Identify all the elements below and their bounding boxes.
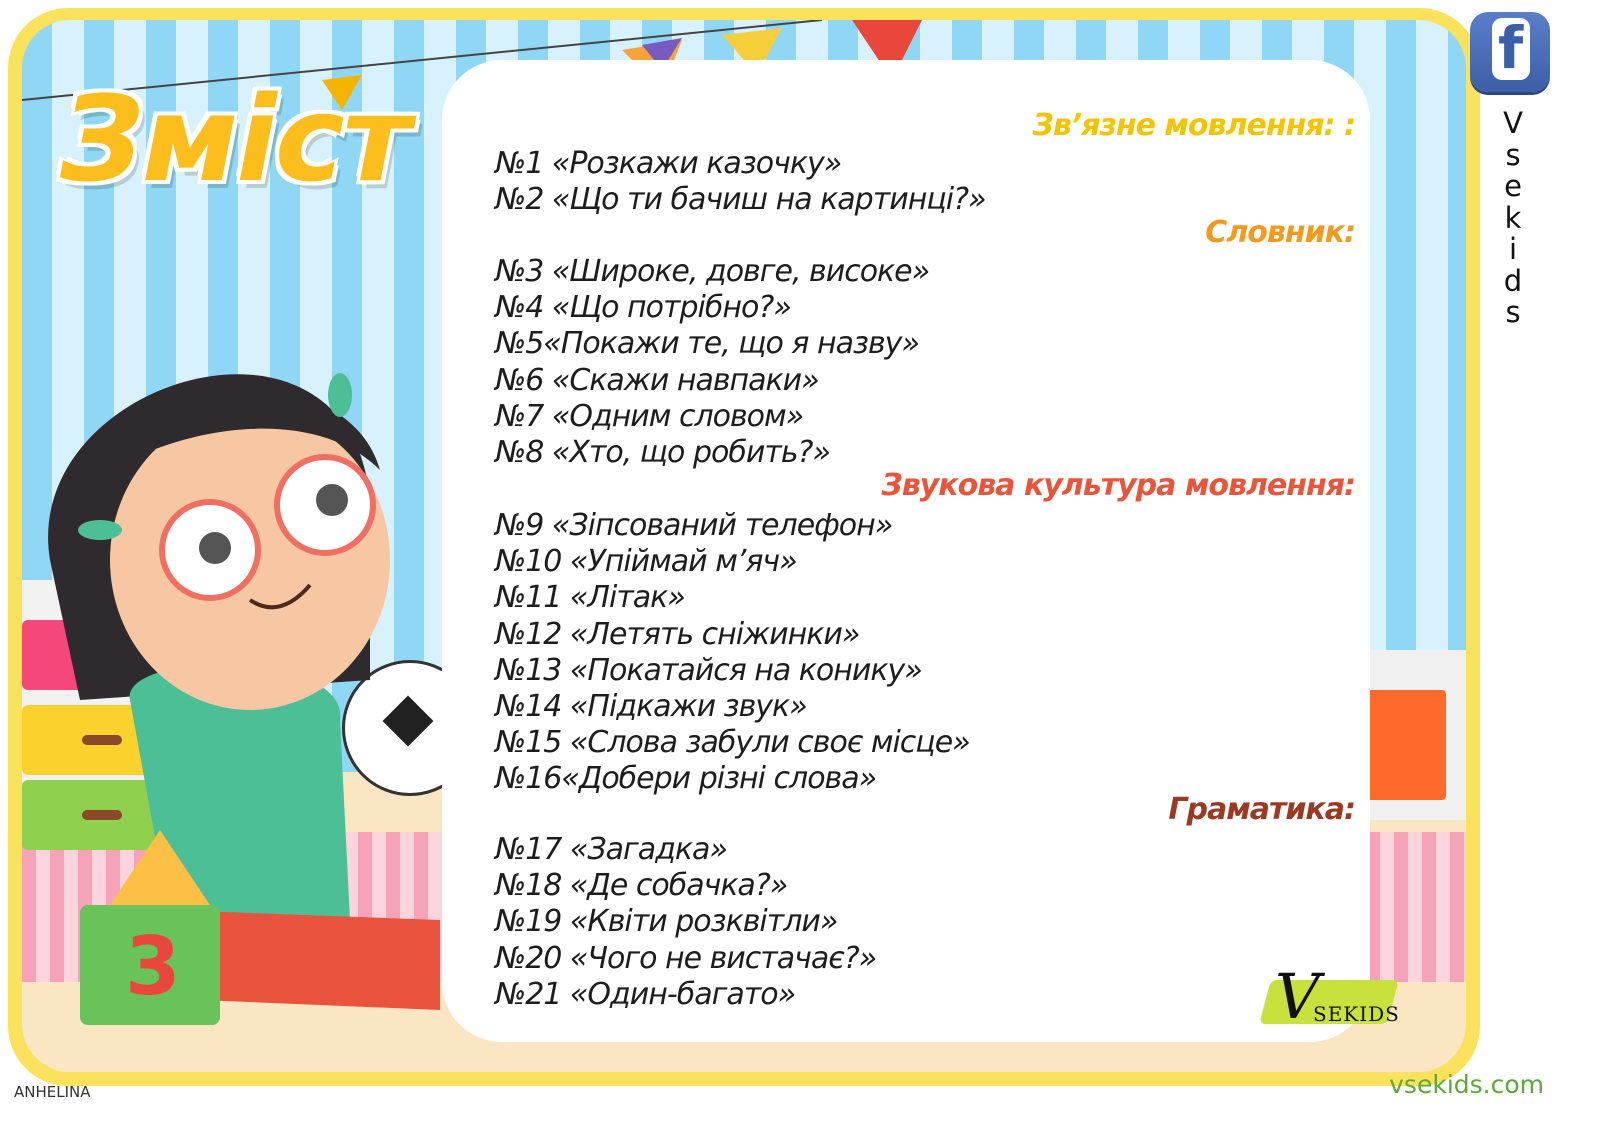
contents-item: №9 «Зіпсований телефон»: [495, 508, 893, 543]
page-title: Зміст: [60, 70, 410, 208]
side-letter: e: [1504, 169, 1522, 203]
contents-item: №4 «Що потрібно?»: [495, 290, 791, 326]
contents-item: №8 «Хто, що робить?»: [495, 435, 830, 470]
contents-item: №5«Покажи те, що я назву»: [495, 326, 919, 362]
toy-cube: [80, 905, 220, 1025]
contents-item: №19 «Квіти розквітли»: [495, 904, 838, 940]
side-letter: s: [1505, 137, 1521, 172]
logo-text: SEKIDS: [1313, 1002, 1400, 1026]
section-heading: Зв’язне мовлення: :: [1032, 108, 1355, 143]
contents-item: №1 «Розкажи казочку»: [495, 146, 842, 181]
logo-letter: V: [1275, 960, 1320, 1033]
site-link[interactable]: vsekids.com: [1389, 1070, 1544, 1099]
contents-item: №14 «Підкажи звук»: [495, 689, 807, 724]
contents-item: №17 «Загадка»: [495, 832, 727, 867]
contents-item: №20 «Чого не вистачає?»: [495, 940, 877, 976]
contents-item: №6 «Скажи навпаки»: [495, 362, 819, 398]
contents-item: №11 «Літак»: [495, 580, 685, 616]
contents-item: №3 «Широке, довге, високе»: [495, 254, 930, 289]
contents-item: №18 «Де собачка?»: [495, 868, 788, 904]
side-letter: i: [1508, 232, 1518, 266]
contents-item: №12 «Летять сніжинки»: [495, 616, 860, 652]
side-letter: V: [1503, 106, 1523, 140]
contents-item: №2 «Що ти бачиш на картинці?»: [495, 182, 986, 218]
contents-item: №7 «Одним словом»: [495, 398, 804, 434]
section-heading: Словник:: [1205, 215, 1355, 250]
side-brand-text: [1498, 108, 1528, 329]
contents-item: №21 «Один-багато»: [495, 976, 796, 1012]
contents-item: №16«Добери різні слова»: [495, 761, 877, 797]
side-letter: s: [1505, 295, 1521, 329]
vsekids-logo: [1245, 960, 1400, 1037]
cube-number: 3: [125, 920, 181, 1013]
author-credit: ANHELINA: [14, 1083, 91, 1101]
facebook-icon[interactable]: [1470, 12, 1550, 92]
side-letter: d: [1503, 263, 1523, 298]
contents-item: №15 «Слова забули своє місце»: [495, 725, 970, 761]
orange-cabinet: [1356, 650, 1466, 820]
side-letter: k: [1504, 200, 1522, 235]
section-heading: Граматика:: [1168, 792, 1355, 827]
section-heading: Звукова культура мовлення:: [881, 468, 1355, 503]
contents-item: №13 «Покатайся на конику»: [495, 652, 922, 688]
contents-item: №10 «Упіймай м’яч»: [495, 544, 797, 580]
